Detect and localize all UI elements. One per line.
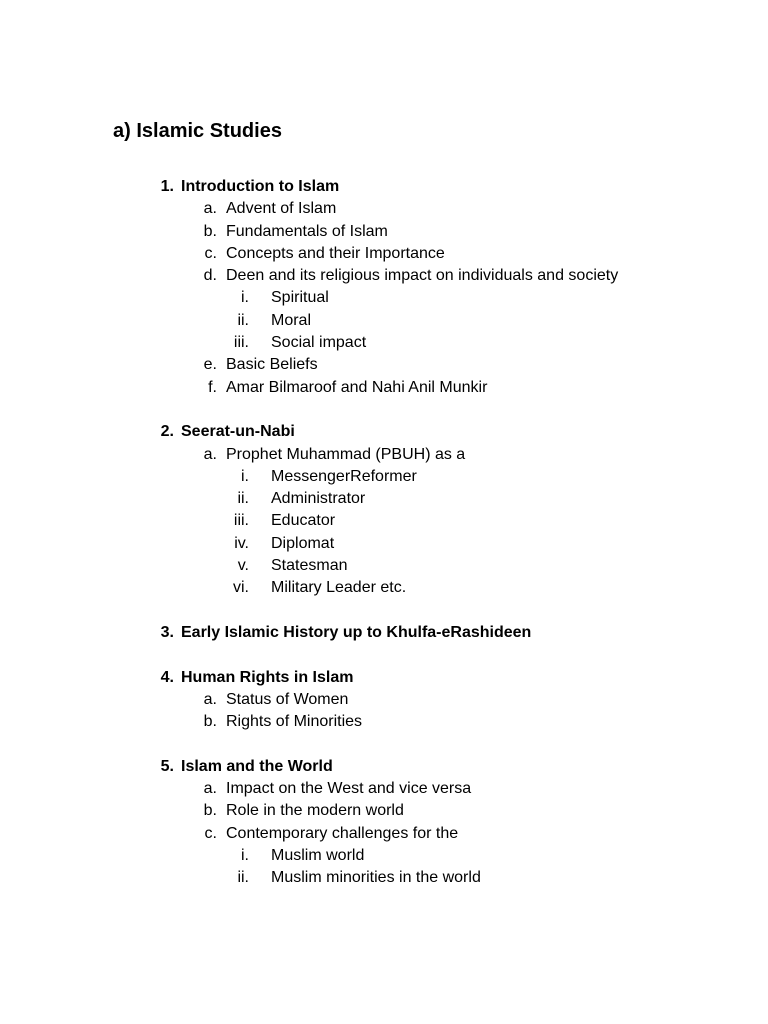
section-title [0,176,768,198]
list-text: Prophet Muhammad (PBUH) as a [226,445,466,463]
list-marker: ii. [237,311,249,329]
list-marker: 3. [160,623,174,641]
list-text: Muslim world [271,846,365,864]
list-marker: v. [237,557,249,575]
list-item [0,243,768,265]
section-spacer [0,399,768,421]
section-spacer [0,644,768,666]
list-text: Deen and its religious impact on individuals and society [226,267,619,285]
list-text: Role in the modern world [226,802,404,820]
list-marker: a. [203,780,217,798]
list-text: Concepts and their Importance [226,244,445,262]
list-marker: b. [203,802,217,820]
list-item [0,354,768,376]
list-text: Introduction to Islam [181,178,340,195]
list-marker: a. [203,690,217,708]
list-text: Diplomat [271,534,335,552]
list-marker: ii. [237,490,249,508]
list-text: Moral [271,311,312,329]
list-marker: d. [203,267,217,285]
list-item [0,198,768,220]
list-marker: 2. [160,423,174,441]
sub-list-item [0,488,768,510]
list-text: Social impact [271,334,367,352]
list-item [0,444,768,466]
list-text: Statesman [271,557,348,575]
sub-list-item [0,466,768,488]
list-text: Seerat-un-Nabi [181,423,295,441]
list-text: Rights of Minorities [226,713,363,731]
section-title [0,622,768,644]
list-marker: iii. [233,512,249,530]
sub-list-item [0,533,768,555]
section-spacer [0,600,768,622]
list-marker: 5. [160,757,174,775]
list-marker: a. [203,445,217,463]
syllabus-outline [0,176,768,890]
list-text: Islam and the World [181,757,333,775]
sub-list-item [0,555,768,577]
list-marker: b. [203,713,217,731]
list-marker: f. [208,378,217,396]
list-marker: b. [203,222,217,240]
list-text: Muslim minorities in the world [271,869,481,887]
list-text: Basic Beliefs [226,356,318,374]
section-title [0,756,768,778]
list-marker: c. [204,244,217,262]
sub-list-item [0,310,768,332]
section-spacer [0,733,768,755]
list-text: Administrator [271,490,366,508]
list-text: Military Leader etc. [271,579,407,597]
list-item [0,689,768,711]
list-text: Early Islamic History up to Khulfa-eRashideen [181,623,532,641]
list-item [0,711,768,733]
list-text: Fundamentals of Islam [226,222,388,240]
list-marker: i. [241,467,249,485]
list-marker: vi. [233,579,249,597]
list-item [0,265,768,287]
list-marker: i. [241,846,249,864]
section-title [0,667,768,689]
list-text: Impact on the West and vice versa [226,780,472,798]
list-text: MessengerReformer [271,467,417,485]
sub-list-item [0,332,768,354]
list-text: Spiritual [271,289,329,307]
document-heading: a) Islamic Studies [113,120,282,142]
list-item [0,778,768,800]
list-marker: c. [204,824,217,842]
list-text: Advent of Islam [226,200,337,218]
sub-list-item [0,510,768,532]
list-text: Human Rights in Islam [181,668,354,686]
sub-list-item [0,867,768,889]
sub-list-item [0,577,768,599]
list-text: Status of Women [226,690,349,708]
sub-list-item [0,845,768,867]
list-marker: 4. [160,668,174,686]
section-title [0,421,768,443]
list-marker: e. [203,356,217,374]
list-marker: ii. [237,869,249,887]
list-marker: 1. [160,178,174,195]
list-marker: iv. [234,534,249,552]
list-item [0,377,768,399]
list-text: Educator [271,512,336,530]
list-marker: a. [203,200,217,218]
list-marker: i. [241,289,249,307]
list-item [0,221,768,243]
list-text: Amar Bilmaroof and Nahi Anil Munkir [226,378,488,396]
list-item [0,823,768,845]
list-item [0,800,768,822]
sub-list-item [0,287,768,309]
list-text: Contemporary challenges for the [226,824,459,842]
list-marker: iii. [233,334,249,352]
